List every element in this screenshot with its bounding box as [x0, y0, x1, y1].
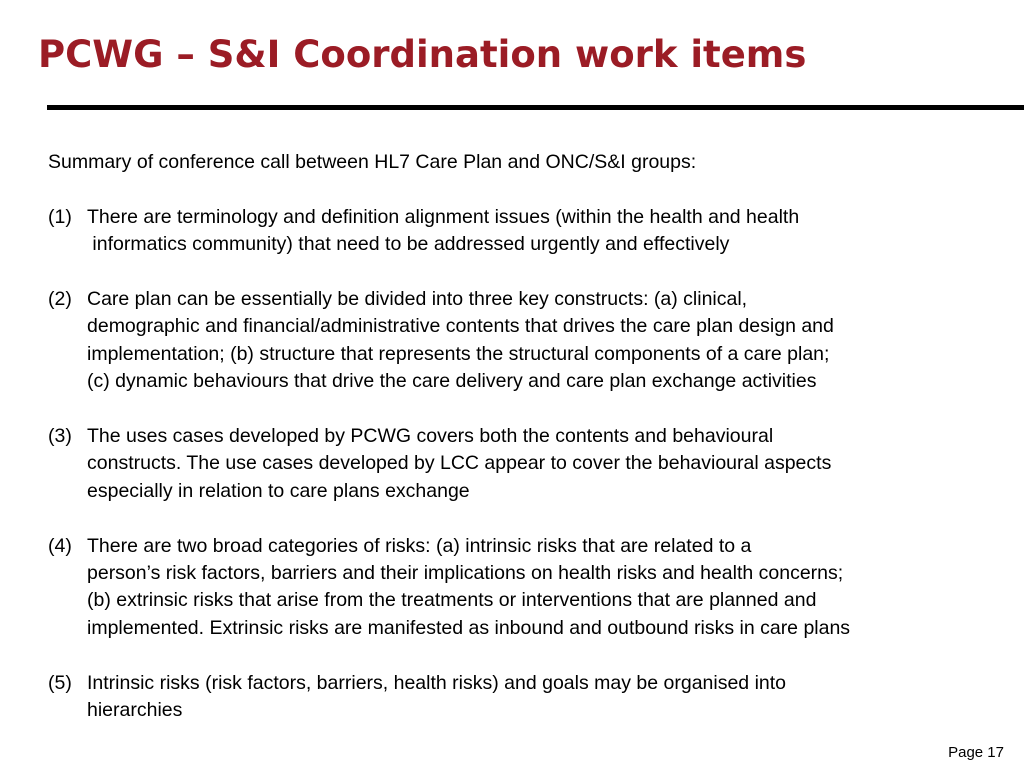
list-item	[48, 670, 1008, 725]
list-item	[48, 423, 1008, 505]
intro-text: Summary of conference call between HL7 Care Plan and ONC/S&I groups:	[48, 151, 697, 173]
list-item-line: Intrinsic risks (risk factors, barriers, health risks) and goals may be organised into	[87, 671, 787, 694]
page-number: Page 17	[948, 744, 1004, 761]
list-item	[48, 533, 1008, 643]
list-item-number: (2)	[48, 288, 72, 310]
list-item-line: There are two broad categories of risks: (a) intrinsic risks that are related to a	[87, 534, 752, 557]
list-item-line: The uses cases developed by PCWG covers both the contents and behavioural	[87, 425, 774, 448]
list-item-line: implemented. Extrinsic risks are manifested as inbound and outbound risks in care plans	[87, 616, 851, 639]
list-item-number: (5)	[48, 671, 72, 694]
list-item-line: especially in relation to care plans exchange	[87, 479, 470, 502]
list-item-number: (4)	[48, 534, 72, 557]
list-item-line: There are terminology and definition alignment issues (within the health and health	[87, 205, 800, 228]
list-item-line: demographic and financial/administrative contents that drives the care plan design and	[87, 315, 834, 338]
list-item-line: informatics community) that need to be addressed urgently and effectively	[87, 233, 730, 256]
slide-title: PCWG – S&I Coordination work items	[38, 33, 807, 76]
list-item	[48, 286, 1008, 396]
list-item-line: constructs. The use cases developed by LCC appear to cover the behavioural aspects	[87, 452, 832, 475]
list-item-line: (b) extrinsic risks that arise from the treatments or interventions that are planned and	[87, 589, 817, 612]
list-item-line: implementation; (b) structure that represents the structural components of a care plan;	[87, 342, 830, 365]
list-item-number: (1)	[48, 205, 72, 228]
list-item	[48, 204, 1008, 259]
title-divider	[47, 105, 1024, 110]
list-item-line: hierarchies	[87, 699, 183, 722]
list-item-number: (3)	[48, 425, 72, 448]
slide-body	[48, 149, 1008, 724]
list-item-line: person’s risk factors, barriers and their implications on health risks and health concerns;	[87, 562, 844, 585]
list-item-line: (c) dynamic behaviours that drive the care delivery and care plan exchange activities	[87, 370, 817, 393]
list-item-line: Care plan can be essentially be divided into three key constructs: (a) clinical,	[87, 288, 748, 310]
